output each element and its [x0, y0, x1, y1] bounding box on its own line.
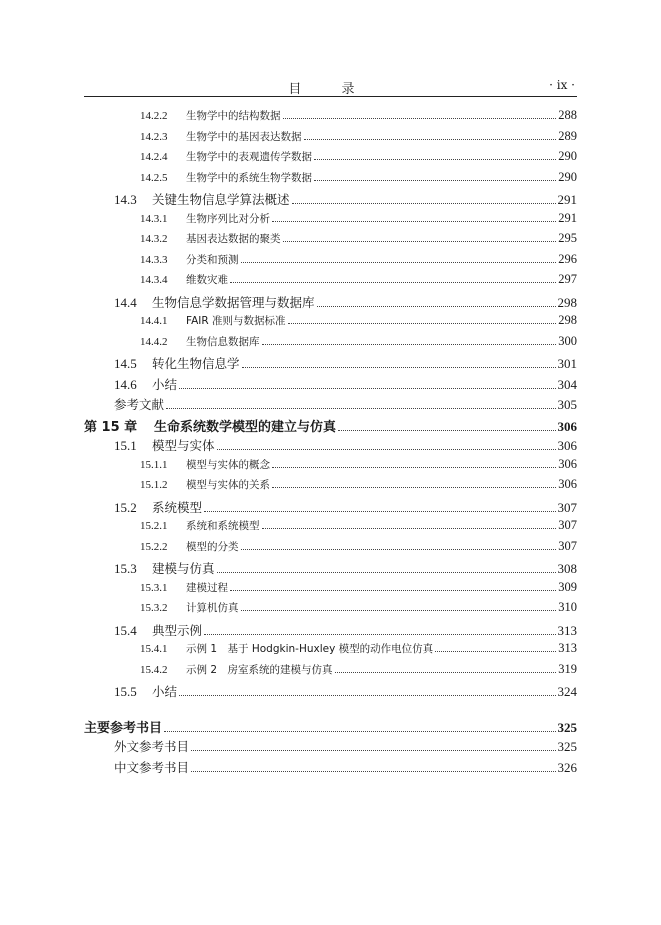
toc-entry-number: 15.4.1: [140, 643, 168, 655]
dot-leader: [230, 282, 556, 283]
toc-entry-title: 基因表达数据的聚类: [186, 233, 281, 245]
toc-entry-title: 示例 2 房室系统的建模与仿真: [186, 663, 333, 676]
toc-entry-page: 291: [557, 192, 577, 207]
toc-entry-page: 307: [558, 518, 577, 532]
toc-entry[interactable]: [84, 539, 577, 560]
dot-leader: [435, 651, 556, 652]
toc-entry-page: 309: [558, 579, 577, 594]
dot-leader: [283, 118, 557, 119]
toc-entry-page: 306: [558, 456, 577, 471]
toc-entry-title: 系统和系统模型: [186, 520, 260, 532]
toc-entry-number: 15.4.2: [140, 663, 168, 676]
toc-entry[interactable]: [84, 662, 577, 683]
toc-entry[interactable]: [84, 457, 577, 478]
toc-entry-title: 关键生物信息学算法概述: [152, 192, 290, 207]
toc-entry-number: 第 15 章: [84, 419, 138, 435]
toc-entry-number: 14.4.1: [140, 315, 168, 327]
toc-entry-page: 313: [557, 622, 577, 638]
toc-entry-page: 298: [557, 294, 577, 310]
running-header: [84, 76, 577, 97]
toc-entry[interactable]: [84, 375, 577, 396]
toc-entry-page: 319: [558, 661, 577, 676]
toc-entry-number: 14.3.2: [140, 233, 168, 245]
table-of-contents: [84, 108, 577, 778]
toc-spacer: [84, 703, 577, 717]
dot-leader: [204, 634, 555, 635]
toc-entry-title: 建模与仿真: [152, 561, 215, 576]
dot-leader: [191, 771, 555, 772]
toc-entry-page: 326: [557, 759, 577, 775]
dot-leader: [179, 388, 555, 389]
dot-leader: [217, 449, 556, 450]
toc-entry-title: 典型示例: [152, 622, 203, 638]
toc-entry-page: 325: [557, 719, 577, 735]
dot-leader: [242, 367, 556, 368]
toc-entry-number: 14.6: [114, 376, 137, 392]
dot-leader: [338, 430, 555, 431]
toc-entry[interactable]: [84, 621, 577, 642]
toc-entry-number: 14.5: [114, 356, 137, 371]
toc-entry[interactable]: [84, 149, 577, 170]
toc-entry-title: 生物学中的系统生物学数据: [186, 171, 312, 184]
dot-leader: [314, 159, 556, 160]
toc-entry[interactable]: [84, 354, 577, 375]
toc-entry-number: 15.1.1: [140, 458, 168, 471]
dot-leader: [179, 695, 555, 696]
toc-entry-page: 307: [558, 538, 577, 553]
toc-entry[interactable]: [84, 641, 577, 662]
toc-entry[interactable]: [84, 190, 577, 211]
toc-entry-number: 14.3.3: [140, 253, 168, 266]
dot-leader: [272, 221, 556, 222]
toc-entry[interactable]: [84, 580, 577, 601]
toc-entry[interactable]: [84, 758, 577, 779]
dot-leader: [204, 511, 555, 512]
toc-entry-page: 306: [558, 477, 577, 491]
toc-entry-number: 15.2: [114, 499, 137, 515]
dot-leader: [262, 344, 557, 345]
dot-leader: [164, 731, 555, 732]
toc-entry-page: 295: [558, 231, 577, 245]
toc-entry[interactable]: [84, 170, 577, 191]
toc-entry-title: 分类和预测: [186, 253, 239, 266]
toc-entry-title: 生物学中的表观遗传学数据: [186, 151, 312, 163]
toc-entry[interactable]: [84, 498, 577, 519]
toc-entry[interactable]: [84, 518, 577, 539]
toc-entry-page: 289: [558, 128, 577, 143]
toc-entry-page: 307: [557, 499, 577, 515]
toc-entry-number: 15.3: [114, 561, 137, 576]
dot-leader: [241, 610, 557, 611]
toc-entry-title: 小结: [152, 376, 178, 392]
toc-entry-title: 建模过程: [186, 581, 228, 594]
toc-entry-page: 313: [558, 641, 577, 655]
toc-entry-title: 示例 1 基于 Hodgkin-Huxley 模型的动作电位仿真: [186, 643, 434, 655]
toc-entry-page: 305: [557, 397, 577, 412]
toc-entry-number: 15.2.1: [140, 520, 168, 532]
toc-entry[interactable]: [84, 717, 577, 738]
dot-leader: [314, 180, 556, 181]
toc-entry-number: 14.2.2: [140, 110, 168, 122]
toc-entry-title: 模型与实体: [152, 438, 215, 453]
dot-leader: [272, 467, 556, 468]
toc-entry[interactable]: [84, 436, 577, 457]
dot-leader: [191, 750, 555, 751]
toc-entry-title: 转化生物信息学: [152, 356, 240, 371]
toc-entry-number: 15.4: [114, 622, 137, 638]
toc-entry-number: 15.1: [114, 438, 137, 453]
toc-entry[interactable]: [84, 334, 577, 355]
toc-entry-number: 14.4.2: [140, 335, 168, 348]
toc-entry-title: 外文参考书目: [114, 739, 190, 754]
toc-entry-title: 维数灾难: [186, 274, 228, 286]
toc-entry-title: 生物学中的结构数据: [186, 110, 281, 122]
toc-entry-page: 308: [557, 561, 577, 576]
dot-leader: [283, 241, 557, 242]
toc-entry-title: FAIR 准则与数据标准: [186, 315, 286, 327]
toc-entry-number: 15.2.2: [140, 540, 168, 553]
toc-entry-title: 小结: [152, 684, 178, 699]
toc-entry-title: 生物信息学数据管理与数据库: [152, 294, 315, 310]
toc-entry[interactable]: [84, 559, 577, 580]
toc-entry-title: 生命系统数学模型的建立与仿真: [154, 419, 337, 435]
toc-entry-page: 306: [557, 418, 577, 434]
toc-entry-number: 15.3.1: [140, 581, 168, 594]
dot-leader: [292, 203, 556, 204]
toc-entry-page: 297: [558, 272, 577, 286]
toc-entry-title: 生物信息数据库: [186, 335, 260, 348]
toc-entry-title: 计算机仿真: [186, 602, 239, 614]
toc-entry[interactable]: [84, 293, 577, 314]
toc-entry-page: 291: [558, 210, 577, 225]
toc-entry[interactable]: [84, 395, 577, 416]
toc-entry[interactable]: [84, 313, 577, 334]
dot-leader: [288, 323, 557, 324]
toc-entry-page: 304: [557, 376, 577, 392]
dot-leader: [241, 549, 557, 550]
toc-entry-page: 288: [558, 108, 577, 122]
toc-entry-page: 310: [558, 600, 577, 614]
toc-entry[interactable]: [84, 600, 577, 621]
toc-entry-number: 15.5: [114, 684, 137, 699]
toc-entry-title: 主要参考书目: [84, 720, 163, 736]
toc-entry-title: 参考文献: [114, 397, 165, 412]
toc-entry[interactable]: [84, 108, 577, 129]
toc-entry-page: 301: [557, 356, 577, 371]
toc-entry-title: 模型与实体的概念: [186, 458, 270, 471]
toc-entry[interactable]: [84, 737, 577, 758]
toc-entry[interactable]: [84, 129, 577, 150]
dot-leader: [217, 572, 556, 573]
toc-entry[interactable]: [84, 231, 577, 252]
toc-entry-title: 模型与实体的关系: [186, 479, 270, 491]
toc-entry-number: 15.3.2: [140, 602, 168, 614]
dot-leader: [304, 139, 557, 140]
toc-entry-number: 14.3: [114, 192, 137, 207]
toc-entry-number: 14.3.1: [140, 212, 168, 225]
dot-leader: [230, 590, 556, 591]
toc-entry-page: 306: [557, 438, 577, 453]
toc-entry[interactable]: [84, 272, 577, 293]
toc-entry-title: 模型的分类: [186, 540, 239, 553]
toc-entry-title: 生物序列比对分析: [186, 212, 270, 225]
toc-entry-number: 15.1.2: [140, 479, 168, 491]
toc-entry-title: 系统模型: [152, 499, 203, 515]
dot-leader: [241, 262, 557, 263]
toc-entry[interactable]: [84, 682, 577, 703]
toc-entry[interactable]: [84, 416, 577, 437]
toc-entry-page: 290: [558, 149, 577, 163]
dot-leader: [272, 487, 556, 488]
dot-leader: [262, 528, 557, 529]
toc-entry-page: 324: [557, 684, 577, 699]
header-title: 目 录: [288, 82, 373, 97]
toc-entry-page: 300: [558, 333, 577, 348]
toc-entry-number: 14.2.3: [140, 130, 168, 143]
toc-entry-number: 14.2.4: [140, 151, 168, 163]
toc-entry-page: 325: [557, 739, 577, 754]
dot-leader: [317, 306, 556, 307]
toc-entry-page: 298: [558, 313, 577, 327]
toc-entry-page: 290: [558, 169, 577, 184]
toc-entry-title: 生物学中的基因表达数据: [186, 130, 302, 143]
toc-entry[interactable]: [84, 211, 577, 232]
toc-entry-number: 14.4: [114, 294, 137, 310]
header-page-number: · ix ·: [549, 78, 575, 92]
toc-entry-number: 14.2.5: [140, 171, 168, 184]
toc-entry-title: 中文参考书目: [114, 759, 190, 775]
toc-entry-number: 14.3.4: [140, 274, 168, 286]
dot-leader: [166, 408, 555, 409]
toc-entry-page: 296: [558, 251, 577, 266]
toc-entry[interactable]: [84, 477, 577, 498]
dot-leader: [335, 672, 557, 673]
toc-entry[interactable]: [84, 252, 577, 273]
